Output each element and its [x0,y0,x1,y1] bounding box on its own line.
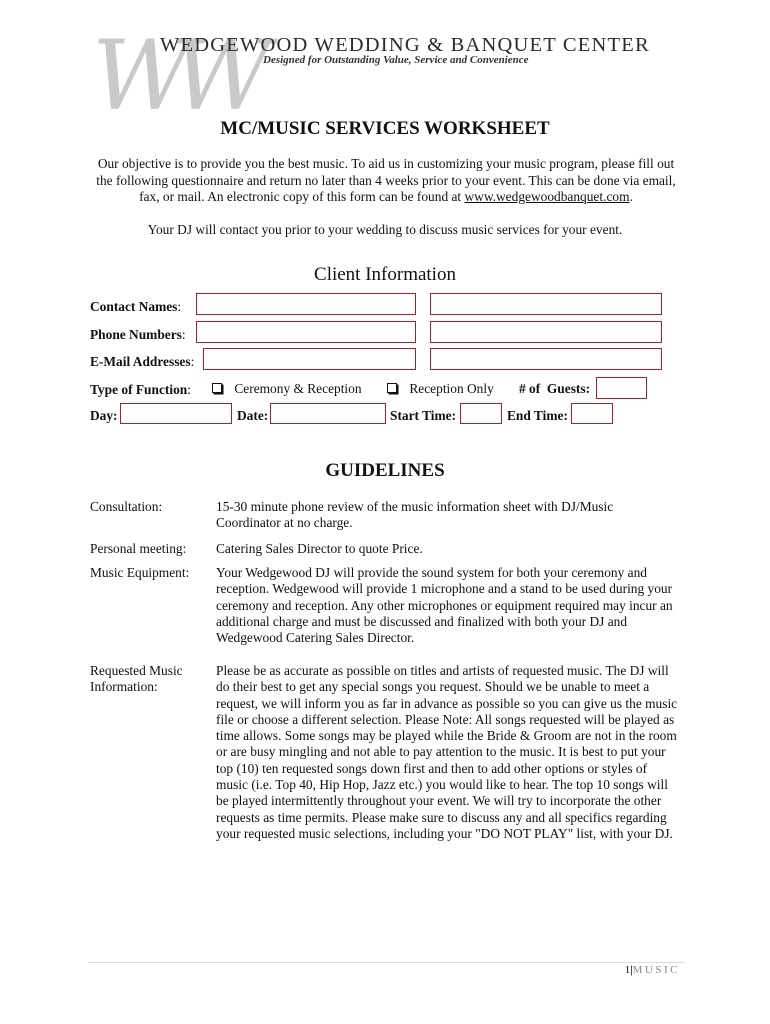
end-time-field[interactable] [571,403,613,424]
brand-tagline: Designed for Outstanding Value, Service and Convenience [263,54,529,66]
personal-meeting-label: Personal meeting: [90,541,187,556]
email-address-2-field[interactable] [430,348,662,370]
guidelines-heading: GUIDELINES [325,460,445,481]
day-field[interactable] [120,403,232,424]
website-link[interactable]: www.wedgewoodbanquet.com [464,189,630,204]
contact-name-2-field[interactable] [430,293,662,315]
guests-field[interactable] [596,377,647,399]
guests-label: # of Guests: [519,381,591,396]
footer-divider [88,962,684,963]
footer-separator: | [630,964,633,976]
phone-numbers-label: Phone Numbers: [90,327,186,342]
page-title: MC/MUSIC SERVICES WORKSHEET [220,118,550,139]
intro-paragraph [88,156,684,206]
phone-number-2-field[interactable] [430,321,662,343]
footer-section: MUSIC [632,964,680,976]
day-label: Day: [90,408,118,423]
date-field[interactable] [270,403,386,424]
music-equipment-text: Your Wedgewood DJ will provide the sound system for both your ceremony and reception. Wedgewood will provide 1 microphone and a stand to be used during your ceremony and reception. Any other microphones or equipment required may incur an additional charge and must be discussed and finalized with both your DJ and Wedgewood Catering Sales Director. [216,565,673,646]
intro-text: Our objective is to provide you the best music. To aid us in customizing your music program, please fill out the following questionnaire and return no later than 4 weeks prior to your event. This can be done via email, fax, or mail. An electronic copy of this form can be found at [96,156,676,204]
dj-contact-note: Your DJ will contact you prior to your wedding to discuss music services for your event. [147,222,623,237]
requested-music-text: Please be as accurate as possible on titles and artists of requested music. The DJ will do their best to get any special songs you request. Should we be unable to meet a request, we will inform you as far in advance as possible so you can give us the music file or choose a different selection. Please Note: All songs requested will be played as time allows. Some songs may be played while the Bride & Groom are not in the room or are busy mingling and not able to pay attention to the music. It is best to put your top (10) ten requested songs down first and then to add other options or styles of music (i.e. Top 40, Hip Hop, Jazz etc.) you would like to hear. The top 10 songs will be played intermittently throughout your event. We will try to incorporate the other requests as time permits. Please make sure to discuss any and all specifics regarding your requested music selections, including your "DO NOT PLAY" list, with your DJ. [216,663,678,841]
date-label: Date: [237,408,269,423]
music-equipment-label: Music Equipment: [90,565,190,580]
ceremony-reception-option[interactable]: Ceremony & Reception [212,381,362,397]
page-footer [560,964,680,976]
email-addresses-label: E-Mail Addresses: [90,354,195,369]
type-of-function-label: Type of Function: [90,382,191,397]
page-number: 1 [624,964,631,976]
requested-music-label: Requested Music Information: [90,663,183,695]
email-address-1-field[interactable] [203,348,416,370]
end-time-label: End Time: [507,408,568,423]
brand-name: WEDGEWOOD WEDDING & BANQUET CENTER [160,34,650,56]
phone-number-1-field[interactable] [196,321,416,343]
wedgewood-monogram-logo: WW [92,20,254,132]
intro-end: . [629,189,633,204]
start-time-label: Start Time: [390,408,457,423]
consultation-text: 15-30 minute phone review of the music information sheet with DJ/Music Coordinator at no charge. [216,499,614,531]
contact-name-1-field[interactable] [196,293,416,315]
reception-only-checkbox[interactable] [387,383,397,393]
personal-meeting-text: Catering Sales Director to quote Price. [216,541,423,556]
start-time-field[interactable] [460,403,502,424]
reception-only-option[interactable]: Reception Only [387,381,494,397]
consultation-label: Consultation: [90,499,163,514]
ceremony-reception-checkbox[interactable] [212,383,222,393]
client-information-heading: Client Information [314,264,456,285]
contact-names-label: Contact Names: [90,299,182,314]
